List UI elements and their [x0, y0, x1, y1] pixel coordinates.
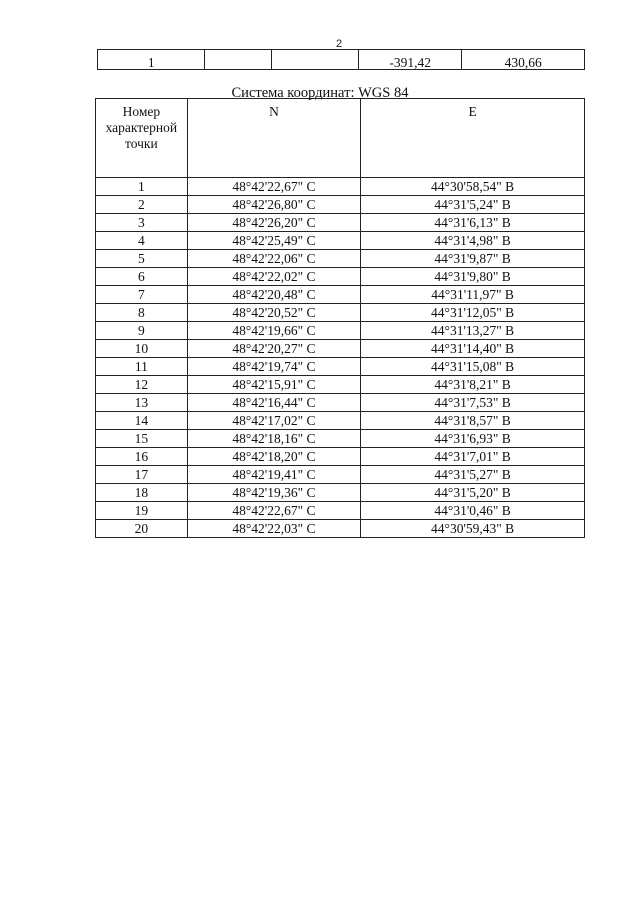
cell-e: 44°31'4,98" В — [361, 232, 585, 250]
coordinates-table — [95, 98, 585, 538]
header-n: N — [187, 99, 361, 178]
previous-table-fragment — [97, 49, 585, 70]
page-number: 2 — [336, 38, 343, 50]
cell-point-number: 19 — [96, 502, 188, 520]
table-row — [96, 214, 585, 232]
cell-point-number: 5 — [96, 250, 188, 268]
table-row — [96, 484, 585, 502]
cell-point-number: 4 — [96, 232, 188, 250]
cell-point-number: 17 — [96, 466, 188, 484]
cell-e: 44°31'9,80" В — [361, 268, 585, 286]
table-header-row — [96, 99, 585, 178]
cell-n: 48°42'20,27" С — [187, 340, 361, 358]
cell-e: 44°31'7,01" В — [361, 448, 585, 466]
cell-n: 48°42'18,16" С — [187, 430, 361, 448]
cell-point-number: 8 — [96, 304, 188, 322]
table-row — [96, 430, 585, 448]
table-row — [96, 304, 585, 322]
cell-point-number: 2 — [96, 196, 188, 214]
cell-point-number: 20 — [96, 520, 188, 538]
cell-point-number: 1 — [96, 178, 188, 196]
fragment-cell-empty — [272, 50, 359, 70]
table-row — [96, 286, 585, 304]
cell-n: 48°42'15,91" С — [187, 376, 361, 394]
cell-e: 44°31'5,24" В — [361, 196, 585, 214]
cell-n: 48°42'25,49" С — [187, 232, 361, 250]
table-row — [96, 250, 585, 268]
cell-e: 44°30'58,54" В — [361, 178, 585, 196]
cell-e: 44°31'6,13" В — [361, 214, 585, 232]
cell-point-number: 10 — [96, 340, 188, 358]
cell-n: 48°42'16,44" С — [187, 394, 361, 412]
cell-n: 48°42'26,80" С — [187, 196, 361, 214]
fragment-cell-y: 430,66 — [462, 50, 585, 70]
cell-e: 44°31'9,87" В — [361, 250, 585, 268]
cell-e: 44°31'12,05" В — [361, 304, 585, 322]
cell-n: 48°42'22,67" С — [187, 502, 361, 520]
cell-e: 44°31'5,20" В — [361, 484, 585, 502]
cell-e: 44°31'5,27" В — [361, 466, 585, 484]
table-row — [96, 502, 585, 520]
table-row — [96, 466, 585, 484]
cell-e: 44°31'15,08" В — [361, 358, 585, 376]
cell-n: 48°42'20,48" С — [187, 286, 361, 304]
cell-n: 48°42'19,41" С — [187, 466, 361, 484]
table-row — [96, 340, 585, 358]
cell-n: 48°42'19,66" С — [187, 322, 361, 340]
table-row — [98, 50, 585, 70]
table-row — [96, 178, 585, 196]
table-row — [96, 448, 585, 466]
cell-point-number: 11 — [96, 358, 188, 376]
cell-n: 48°42'22,02" С — [187, 268, 361, 286]
cell-e: 44°31'8,21" В — [361, 376, 585, 394]
cell-n: 48°42'22,67" С — [187, 178, 361, 196]
cell-point-number: 14 — [96, 412, 188, 430]
cell-n: 48°42'18,20" С — [187, 448, 361, 466]
fragment-cell-empty — [205, 50, 272, 70]
table-row — [96, 268, 585, 286]
header-e: E — [361, 99, 585, 178]
cell-n: 48°42'22,06" С — [187, 250, 361, 268]
cell-e: 44°31'6,93" В — [361, 430, 585, 448]
header-point-number: Номер характерной точки — [96, 99, 188, 178]
cell-point-number: 9 — [96, 322, 188, 340]
cell-n: 48°42'17,02" С — [187, 412, 361, 430]
table-row — [96, 322, 585, 340]
cell-n: 48°42'20,52" С — [187, 304, 361, 322]
cell-e: 44°31'0,46" В — [361, 502, 585, 520]
cell-e: 44°31'7,53" В — [361, 394, 585, 412]
cell-point-number: 18 — [96, 484, 188, 502]
cell-point-number: 15 — [96, 430, 188, 448]
table-row — [96, 520, 585, 538]
cell-n: 48°42'19,74" С — [187, 358, 361, 376]
cell-n: 48°42'26,20" С — [187, 214, 361, 232]
cell-e: 44°31'11,97" В — [361, 286, 585, 304]
cell-point-number: 6 — [96, 268, 188, 286]
table-row — [96, 232, 585, 250]
cell-point-number: 13 — [96, 394, 188, 412]
cell-point-number: 7 — [96, 286, 188, 304]
table-row — [96, 376, 585, 394]
coordinates-table-body — [96, 178, 585, 538]
cell-e: 44°31'13,27" В — [361, 322, 585, 340]
cell-e: 44°31'14,40" В — [361, 340, 585, 358]
fragment-cell-x: -391,42 — [359, 50, 462, 70]
cell-point-number: 3 — [96, 214, 188, 232]
cell-n: 48°42'19,36" С — [187, 484, 361, 502]
coordinate-system-title: Система координат: WGS 84 — [231, 85, 409, 101]
table-row — [96, 394, 585, 412]
cell-point-number: 12 — [96, 376, 188, 394]
cell-point-number: 16 — [96, 448, 188, 466]
table-row — [96, 412, 585, 430]
table-row — [96, 196, 585, 214]
cell-e: 44°30'59,43" В — [361, 520, 585, 538]
fragment-cell-point-no: 1 — [98, 50, 205, 70]
cell-n: 48°42'22,03" С — [187, 520, 361, 538]
cell-e: 44°31'8,57" В — [361, 412, 585, 430]
table-row — [96, 358, 585, 376]
